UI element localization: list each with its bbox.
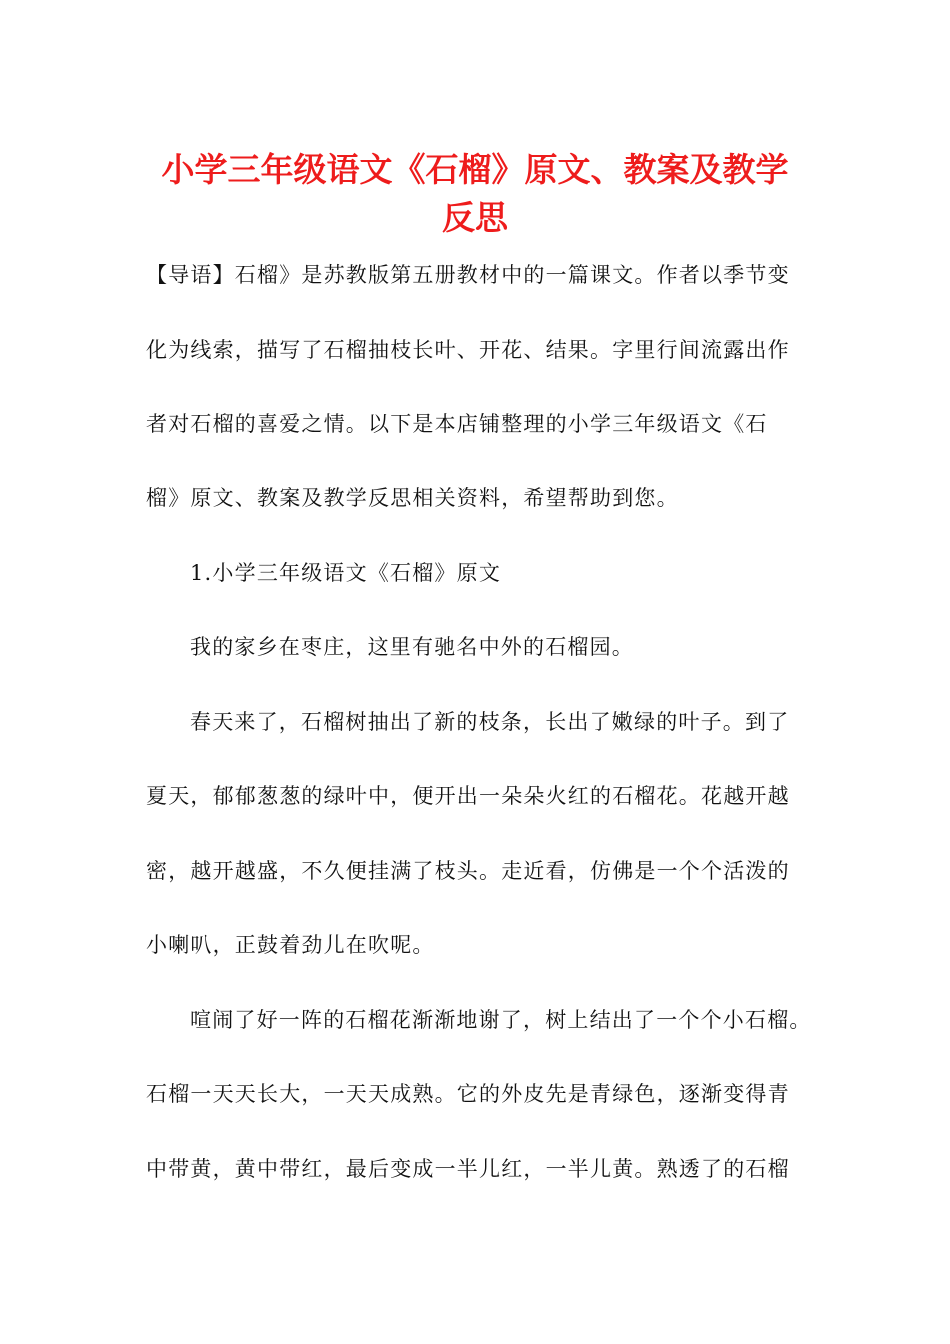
intro-line-4: 榴》原文、教案及教学反思相关资料，希望帮助到您。 (146, 486, 679, 510)
document-title-line-2: 反思 (442, 198, 508, 237)
section-heading: 1.小学三年级语文《石榴》原文 (190, 561, 502, 585)
intro-line-2: 化为线索，描写了石榴抽枝长叶、开花、结果。字里行间流露出作 (146, 338, 790, 362)
paragraph-2-line-4: 小喇叭，正鼓着劲儿在吹呢。 (146, 933, 435, 957)
paragraph-2-line-2: 夏天，郁郁葱葱的绿叶中，便开出一朵朵火红的石榴花。花越开越 (146, 784, 790, 808)
paragraph-3-line-2: 石榴一天天长大，一天天成熟。它的外皮先是青绿色，逐渐变得青 (146, 1082, 790, 1106)
paragraph-2-line-1: 春天来了，石榴树抽出了新的枝条，长出了嫩绿的叶子。到了 (190, 710, 790, 734)
intro-line-1: 【导语】石榴》是苏教版第五册教材中的一篇课文。作者以季节变 (146, 263, 790, 287)
intro-line-3: 者对石榴的喜爱之情。以下是本店铺整理的小学三年级语文《石 (146, 412, 768, 436)
paragraph-3-line-3: 中带黄，黄中带红，最后变成一半儿红，一半儿黄。熟透了的石榴 (146, 1157, 790, 1181)
paragraph-3-line-1: 喧闹了好一阵的石榴花渐渐地谢了，树上结出了一个个小石榴。 (190, 1008, 812, 1032)
paragraph-2-line-3: 密，越开越盛，不久便挂满了枝头。走近看，仿佛是一个个活泼的 (146, 859, 790, 883)
paragraph-1-line-1: 我的家乡在枣庄，这里有驰名中外的石榴园。 (190, 635, 634, 659)
document-title-line-1: 小学三年级语文《石榴》原文、教案及教学 (161, 150, 789, 189)
